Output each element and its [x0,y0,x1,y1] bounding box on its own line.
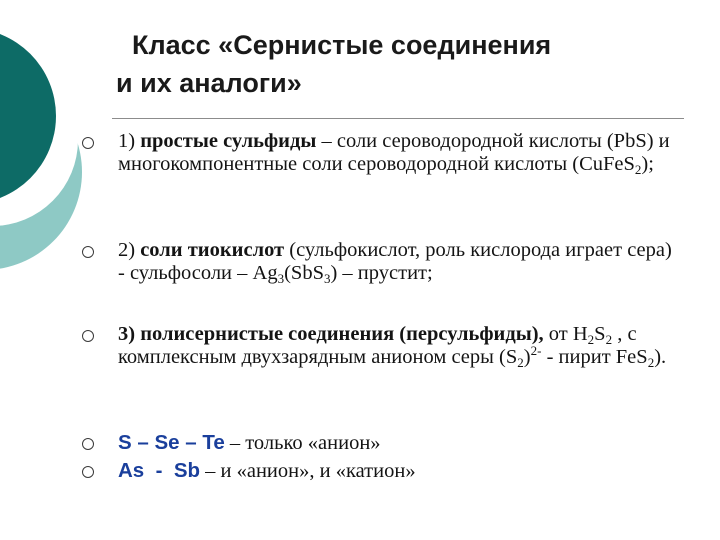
bullet-fragment: (сульфокислот, роль кислорода играет сера) - сульфосоли – Ag [118,239,672,284]
element-series: S – Se – Te [118,431,225,454]
bullet-fragment: – соли сероводородной кислоты (PbS) и многокомпонентные соли сероводородной кислоты (CuFeS [118,130,670,175]
bullet-fragment: (SbS [284,262,324,284]
subscript: 3 [323,271,331,286]
bullet-circle-icon [82,438,94,450]
subscript: 2 [605,332,613,347]
subscript: 2 [587,332,595,347]
bullet-circle-icon [82,330,94,342]
bullet-circle-icon [82,137,94,149]
title-line-1: Класс «Сернистые соединения [132,30,552,60]
bullet-fragment: - пирит FeS [541,346,648,368]
bullet-fragment: ) – прустит; [330,262,433,284]
bullet-lead: 2) [118,239,141,261]
element-series: As - Sb [118,459,201,482]
subscript: 2 [647,355,655,370]
bullet-text [118,130,678,176]
bullet-fragment: S [594,323,606,345]
bullet-term: простые сульфиды [140,130,317,152]
bullet-fragment: – только «анион» [224,432,381,454]
bullet-fragment: ). [654,346,667,368]
bullet-term: соли тиокислот [140,239,285,261]
superscript: 2- [530,343,542,358]
bullet-circle-icon [82,466,94,478]
bullet-text [118,431,678,455]
title-divider [112,118,684,119]
bullet-circle-icon [82,246,94,258]
slide-title [110,26,670,102]
bullet-lead: 1) [118,130,141,152]
bullet-fragment: , с комплексным двухзарядным анионом серы (S [118,323,637,368]
bullet-term: 3) полисернистые соединения (персульфиды), [118,323,544,345]
bullet-fragment: ); [641,153,654,175]
title-line-2: и их аналоги» [116,68,302,98]
subscript: 2 [517,355,524,370]
bullet-fragment: от H [543,323,588,345]
bullet-text [118,323,678,369]
bullet-text [118,239,678,285]
subscript: 2 [634,162,642,177]
bullet-fragment: ) [523,346,531,368]
bullet-text [118,459,678,483]
bullet-fragment: – и «анион», и «катион» [200,460,416,482]
subscript: 3 [277,271,285,286]
